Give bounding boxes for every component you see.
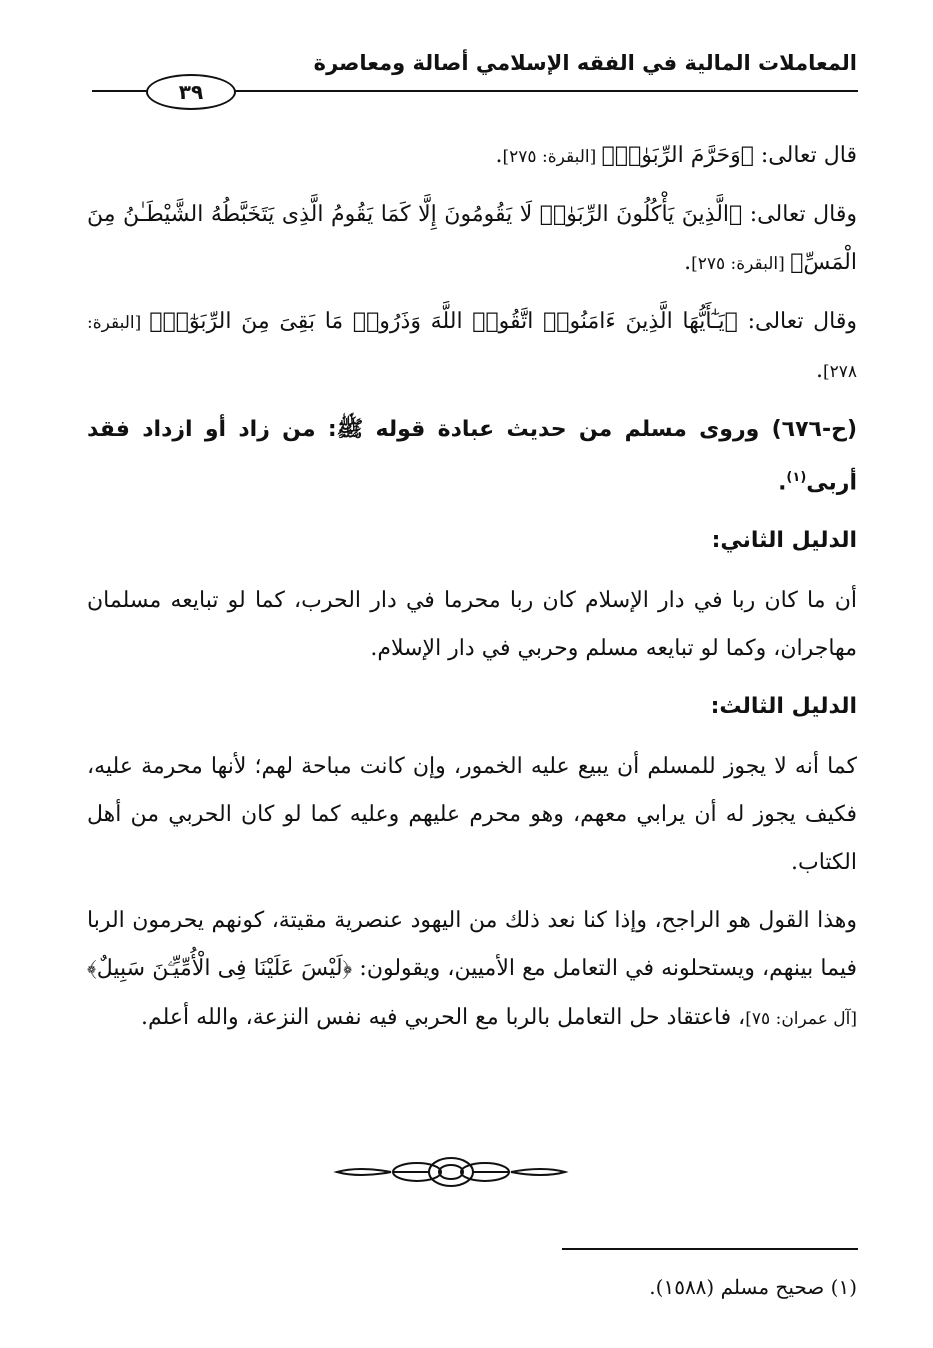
- paragraph-conclusion: [87, 897, 857, 1043]
- quran-verse: ﴿لَيْسَ عَلَيْنَا فِى الْأُمِّيِّـۧنَ سَبِيلٌ﴾: [87, 956, 353, 982]
- paragraph-second-evidence: أن ما كان ربا في دار الإسلام كان ربا محرما في دار الحرب، كما لو تبايعه مسلمان مهاجران، وكما لو تبايعه مسلم وحربي في دار الإسلام.: [87, 588, 857, 662]
- verse-reference: [البقرة: ٢٧٥]: [691, 254, 791, 274]
- paragraph-third-evidence: كما أنه لا يجوز للمسلم أن يبيع عليه الخمور، وإن كانت مباحة لهم؛ لأنها محرمة عليه، فكيف يجوز له أن يرابي معهم، وهو محرم عليهم وعليه كما لو كان الحربي من أهل الكتاب.: [87, 754, 857, 876]
- verse-reference: [آل عمران: ٧٥]: [745, 1009, 857, 1030]
- verse-reference: [البقرة: ٢٧٥]: [502, 147, 602, 167]
- paragraph-verse-1: [87, 132, 857, 181]
- paragraph-verse-3: [87, 298, 857, 396]
- quran-verse: ﴿الَّذِينَ يَأْكُلُونَ الرِّبَوٰا۟ لَا يَقُومُونَ إِلَّا كَمَا يَقُومُ الَّذِى يَتَخَبَّطُهُ الشَّيْطَـٰنُ مِنَ الْمَسِّ﴾: [87, 202, 857, 275]
- hadith-text: (ح-٦٧٦) وروى مسلم من حديث عبادة قوله ﷺ: من زاد أو ازداد فقد أربى: [87, 417, 857, 496]
- verse-intro: قال تعالى:: [753, 143, 857, 168]
- ornament-divider: [331, 1152, 571, 1192]
- footnote-text: صحيح مسلم (١٥٨٨).: [649, 1275, 825, 1299]
- paragraph-hadith: [87, 406, 857, 507]
- period: .: [684, 250, 692, 275]
- verse-reference: [البقرة: ٢٧٨]: [87, 313, 857, 382]
- verse-intro: وقال تعالى:: [737, 309, 857, 334]
- page-number: ٣٩: [146, 74, 236, 110]
- footnote-mark: (١): [830, 1275, 857, 1299]
- quran-verse: ﴿وَحَرَّمَ الرِّبَوٰا۟﴾: [601, 143, 754, 168]
- quran-verse: ﴿يَـٰٓأَيُّهَا الَّذِينَ ءَامَنُوا۟ اتَّقُوا۟ اللَّهَ وَذَرُوا۟ مَا بَقِىَ مِنَ الرِّبَوٰٓا۟﴾: [149, 309, 738, 334]
- conclusion-text-a: وهذا القول هو الراجح، وإذا كنا نعد ذلك من اليهود عنصرية مقيتة، كونهم يحرمون الربا فيما بينهم، ويستحلونه في التعامل مع الأميين، ويقولون:: [87, 908, 858, 982]
- paragraph-verse-2: [87, 191, 857, 288]
- conclusion-text-b: ، فاعتقاد حل التعامل بالربا مع الحربي فيه نفس النزعة، والله أعلم.: [141, 1005, 746, 1031]
- verse-intro: وقال تعالى:: [742, 202, 857, 227]
- footnote: [87, 1272, 857, 1302]
- footnote-marker: (١): [786, 470, 807, 485]
- footnote-separator: [562, 1248, 858, 1250]
- period: .: [815, 358, 823, 383]
- heading-second-evidence: الدليل الثاني:: [711, 528, 857, 554]
- period: .: [495, 143, 503, 168]
- heading-third-evidence: الدليل الثالث:: [710, 694, 857, 720]
- running-title: المعاملات المالية في الفقه الإسلامي أصالة ومعاصرة: [313, 51, 857, 75]
- main-text: [87, 132, 857, 1053]
- period: .: [778, 470, 787, 496]
